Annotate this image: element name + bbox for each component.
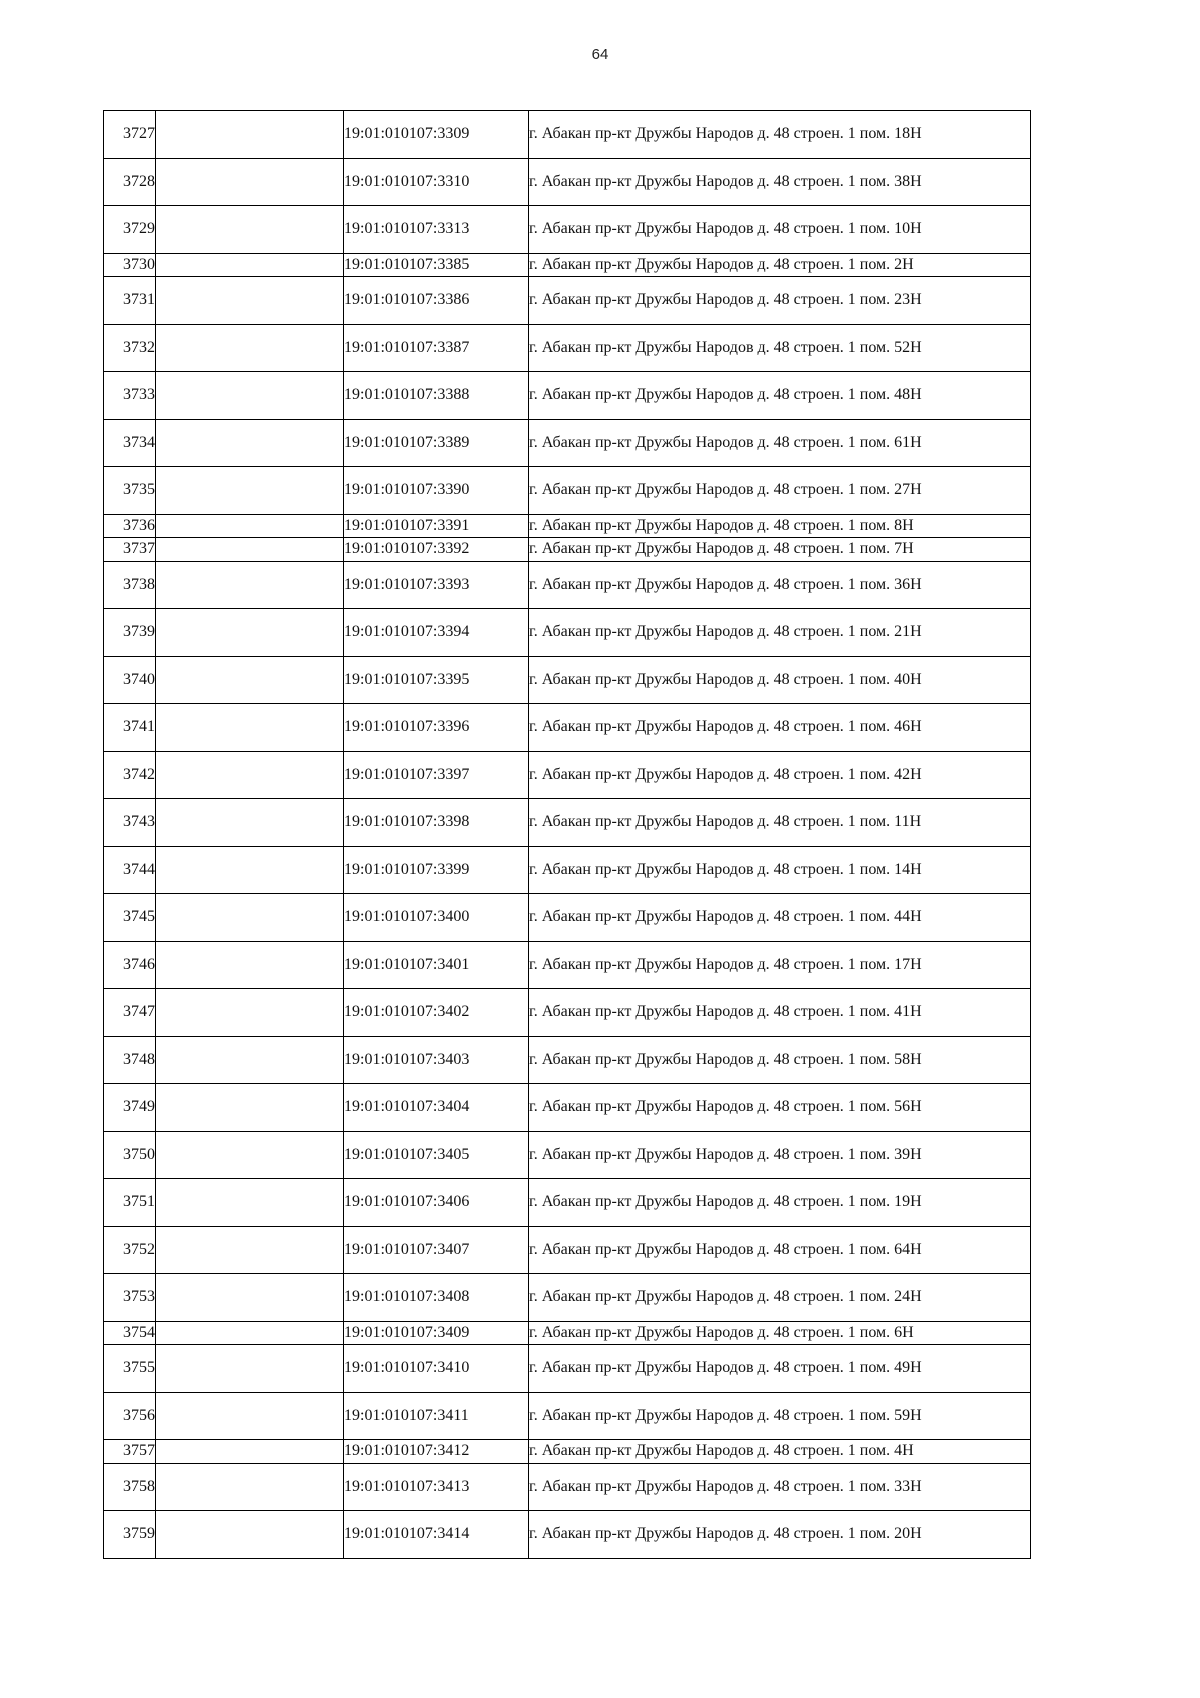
address-cell: г. Абакан пр-кт Дружбы Народов д. 48 строен. 1 пом. 33Н [529, 1463, 1031, 1511]
cadastral-number-cell: 19:01:010107:3411 [344, 1392, 529, 1440]
row-number-cell: 3745 [104, 894, 156, 942]
row-number-cell: 3756 [104, 1392, 156, 1440]
table-row [104, 941, 1031, 989]
address-cell: г. Абакан пр-кт Дружбы Народов д. 48 строен. 1 пом. 2Н [529, 253, 1031, 277]
owner-cell [156, 1274, 344, 1322]
table-row [104, 751, 1031, 799]
row-number-cell: 3732 [104, 324, 156, 372]
owner-cell [156, 253, 344, 277]
cadastral-number-cell: 19:01:010107:3405 [344, 1131, 529, 1179]
table-row [104, 1084, 1031, 1132]
row-number-cell: 3737 [104, 538, 156, 562]
owner-cell [156, 846, 344, 894]
owner-cell [156, 538, 344, 562]
row-number-cell: 3741 [104, 704, 156, 752]
address-cell: г. Абакан пр-кт Дружбы Народов д. 48 строен. 1 пом. 40Н [529, 656, 1031, 704]
address-cell: г. Абакан пр-кт Дружбы Народов д. 48 строен. 1 пом. 42Н [529, 751, 1031, 799]
row-number-cell: 3752 [104, 1226, 156, 1274]
address-cell: г. Абакан пр-кт Дружбы Народов д. 48 строен. 1 пом. 59Н [529, 1392, 1031, 1440]
table-row [104, 1274, 1031, 1322]
address-cell: г. Абакан пр-кт Дружбы Народов д. 48 строен. 1 пом. 8Н [529, 514, 1031, 538]
cadastral-number-cell: 19:01:010107:3403 [344, 1036, 529, 1084]
cadastral-number-cell: 19:01:010107:3391 [344, 514, 529, 538]
owner-cell [156, 1511, 344, 1559]
cadastral-number-cell: 19:01:010107:3387 [344, 324, 529, 372]
table-row [104, 704, 1031, 752]
table-row [104, 656, 1031, 704]
address-cell: г. Абакан пр-кт Дружбы Народов д. 48 строен. 1 пом. 41Н [529, 989, 1031, 1037]
table-row [104, 1511, 1031, 1559]
row-number-cell: 3728 [104, 158, 156, 206]
table-row [104, 467, 1031, 515]
cadastral-number-cell: 19:01:010107:3409 [344, 1321, 529, 1345]
address-cell: г. Абакан пр-кт Дружбы Народов д. 48 строен. 1 пом. 4Н [529, 1440, 1031, 1464]
address-cell: г. Абакан пр-кт Дружбы Народов д. 48 строен. 1 пом. 6Н [529, 1321, 1031, 1345]
row-number-cell: 3753 [104, 1274, 156, 1322]
address-cell: г. Абакан пр-кт Дружбы Народов д. 48 строен. 1 пом. 52Н [529, 324, 1031, 372]
address-cell: г. Абакан пр-кт Дружбы Народов д. 48 строен. 1 пом. 39Н [529, 1131, 1031, 1179]
table-row [104, 894, 1031, 942]
row-number-cell: 3740 [104, 656, 156, 704]
cadastral-number-cell: 19:01:010107:3393 [344, 561, 529, 609]
cadastral-number-cell: 19:01:010107:3389 [344, 419, 529, 467]
address-cell: г. Абакан пр-кт Дружбы Народов д. 48 строен. 1 пом. 38Н [529, 158, 1031, 206]
owner-cell [156, 372, 344, 420]
cadastral-number-cell: 19:01:010107:3404 [344, 1084, 529, 1132]
address-cell: г. Абакан пр-кт Дружбы Народов д. 48 строен. 1 пом. 20Н [529, 1511, 1031, 1559]
cadastral-number-cell: 19:01:010107:3408 [344, 1274, 529, 1322]
cadastral-number-cell: 19:01:010107:3412 [344, 1440, 529, 1464]
owner-cell [156, 1131, 344, 1179]
row-number-cell: 3744 [104, 846, 156, 894]
address-cell: г. Абакан пр-кт Дружбы Народов д. 48 строен. 1 пом. 7Н [529, 538, 1031, 562]
owner-cell [156, 206, 344, 254]
address-cell: г. Абакан пр-кт Дружбы Народов д. 48 строен. 1 пом. 24Н [529, 1274, 1031, 1322]
table-row [104, 1036, 1031, 1084]
address-cell: г. Абакан пр-кт Дружбы Народов д. 48 строен. 1 пом. 58Н [529, 1036, 1031, 1084]
row-number-cell: 3754 [104, 1321, 156, 1345]
address-cell: г. Абакан пр-кт Дружбы Народов д. 48 строен. 1 пом. 10Н [529, 206, 1031, 254]
table-row [104, 514, 1031, 538]
table-row [104, 1392, 1031, 1440]
cadastral-number-cell: 19:01:010107:3388 [344, 372, 529, 420]
address-cell: г. Абакан пр-кт Дружбы Народов д. 48 строен. 1 пом. 14Н [529, 846, 1031, 894]
cadastral-number-cell: 19:01:010107:3407 [344, 1226, 529, 1274]
row-number-cell: 3747 [104, 989, 156, 1037]
table-row [104, 846, 1031, 894]
table-row [104, 324, 1031, 372]
cadastral-number-cell: 19:01:010107:3410 [344, 1345, 529, 1393]
cadastral-number-cell: 19:01:010107:3401 [344, 941, 529, 989]
row-number-cell: 3731 [104, 277, 156, 325]
property-table [103, 110, 1031, 1559]
row-number-cell: 3730 [104, 253, 156, 277]
owner-cell [156, 656, 344, 704]
owner-cell [156, 1345, 344, 1393]
row-number-cell: 3749 [104, 1084, 156, 1132]
table-row [104, 111, 1031, 159]
address-cell: г. Абакан пр-кт Дружбы Народов д. 48 строен. 1 пом. 17Н [529, 941, 1031, 989]
address-cell: г. Абакан пр-кт Дружбы Народов д. 48 строен. 1 пом. 48Н [529, 372, 1031, 420]
table-row [104, 989, 1031, 1037]
cadastral-number-cell: 19:01:010107:3394 [344, 609, 529, 657]
table-row [104, 1131, 1031, 1179]
owner-cell [156, 609, 344, 657]
cadastral-number-cell: 19:01:010107:3395 [344, 656, 529, 704]
row-number-cell: 3742 [104, 751, 156, 799]
table-row [104, 609, 1031, 657]
cadastral-number-cell: 19:01:010107:3313 [344, 206, 529, 254]
row-number-cell: 3751 [104, 1179, 156, 1227]
owner-cell [156, 704, 344, 752]
row-number-cell: 3757 [104, 1440, 156, 1464]
cadastral-number-cell: 19:01:010107:3396 [344, 704, 529, 752]
row-number-cell: 3743 [104, 799, 156, 847]
row-number-cell: 3755 [104, 1345, 156, 1393]
owner-cell [156, 1084, 344, 1132]
table-row [104, 1179, 1031, 1227]
address-cell: г. Абакан пр-кт Дружбы Народов д. 48 строен. 1 пом. 64Н [529, 1226, 1031, 1274]
address-cell: г. Абакан пр-кт Дружбы Народов д. 48 строен. 1 пом. 21Н [529, 609, 1031, 657]
address-cell: г. Абакан пр-кт Дружбы Народов д. 48 строен. 1 пом. 61Н [529, 419, 1031, 467]
owner-cell [156, 989, 344, 1037]
table-row [104, 538, 1031, 562]
row-number-cell: 3735 [104, 467, 156, 515]
address-cell: г. Абакан пр-кт Дружбы Народов д. 48 строен. 1 пом. 46Н [529, 704, 1031, 752]
row-number-cell: 3734 [104, 419, 156, 467]
owner-cell [156, 751, 344, 799]
table-row [104, 372, 1031, 420]
table-row [104, 419, 1031, 467]
owner-cell [156, 799, 344, 847]
cadastral-number-cell: 19:01:010107:3400 [344, 894, 529, 942]
cadastral-number-cell: 19:01:010107:3398 [344, 799, 529, 847]
row-number-cell: 3746 [104, 941, 156, 989]
table-row [104, 158, 1031, 206]
owner-cell [156, 514, 344, 538]
row-number-cell: 3727 [104, 111, 156, 159]
table-row [104, 799, 1031, 847]
address-cell: г. Абакан пр-кт Дружбы Народов д. 48 строен. 1 пом. 11Н [529, 799, 1031, 847]
address-cell: г. Абакан пр-кт Дружбы Народов д. 48 строен. 1 пом. 44Н [529, 894, 1031, 942]
address-cell: г. Абакан пр-кт Дружбы Народов д. 48 строен. 1 пом. 19Н [529, 1179, 1031, 1227]
owner-cell [156, 1463, 344, 1511]
table-row [104, 1345, 1031, 1393]
owner-cell [156, 1440, 344, 1464]
table-row [104, 1321, 1031, 1345]
row-number-cell: 3738 [104, 561, 156, 609]
row-number-cell: 3729 [104, 206, 156, 254]
address-cell: г. Абакан пр-кт Дружбы Народов д. 48 строен. 1 пом. 18Н [529, 111, 1031, 159]
address-cell: г. Абакан пр-кт Дружбы Народов д. 48 строен. 1 пом. 36Н [529, 561, 1031, 609]
cadastral-number-cell: 19:01:010107:3390 [344, 467, 529, 515]
owner-cell [156, 1036, 344, 1084]
row-number-cell: 3736 [104, 514, 156, 538]
owner-cell [156, 941, 344, 989]
cadastral-number-cell: 19:01:010107:3309 [344, 111, 529, 159]
page-number: 64 [591, 46, 609, 63]
table-row [104, 253, 1031, 277]
owner-cell [156, 467, 344, 515]
table-row [104, 206, 1031, 254]
row-number-cell: 3739 [104, 609, 156, 657]
table-row [104, 277, 1031, 325]
cadastral-number-cell: 19:01:010107:3399 [344, 846, 529, 894]
owner-cell [156, 277, 344, 325]
owner-cell [156, 1392, 344, 1440]
row-number-cell: 3758 [104, 1463, 156, 1511]
address-cell: г. Абакан пр-кт Дружбы Народов д. 48 строен. 1 пом. 49Н [529, 1345, 1031, 1393]
cadastral-number-cell: 19:01:010107:3386 [344, 277, 529, 325]
owner-cell [156, 111, 344, 159]
row-number-cell: 3750 [104, 1131, 156, 1179]
cadastral-number-cell: 19:01:010107:3397 [344, 751, 529, 799]
table-row [104, 1463, 1031, 1511]
address-cell: г. Абакан пр-кт Дружбы Народов д. 48 строен. 1 пом. 56Н [529, 1084, 1031, 1132]
table-row [104, 1440, 1031, 1464]
owner-cell [156, 1226, 344, 1274]
row-number-cell: 3733 [104, 372, 156, 420]
cadastral-number-cell: 19:01:010107:3402 [344, 989, 529, 1037]
row-number-cell: 3759 [104, 1511, 156, 1559]
cadastral-number-cell: 19:01:010107:3414 [344, 1511, 529, 1559]
cadastral-number-cell: 19:01:010107:3310 [344, 158, 529, 206]
cadastral-number-cell: 19:01:010107:3392 [344, 538, 529, 562]
cadastral-number-cell: 19:01:010107:3413 [344, 1463, 529, 1511]
row-number-cell: 3748 [104, 1036, 156, 1084]
address-cell: г. Абакан пр-кт Дружбы Народов д. 48 строен. 1 пом. 23Н [529, 277, 1031, 325]
address-cell: г. Абакан пр-кт Дружбы Народов д. 48 строен. 1 пом. 27Н [529, 467, 1031, 515]
owner-cell [156, 419, 344, 467]
owner-cell [156, 1179, 344, 1227]
table-row [104, 561, 1031, 609]
owner-cell [156, 561, 344, 609]
table-row [104, 1226, 1031, 1274]
owner-cell [156, 324, 344, 372]
owner-cell [156, 894, 344, 942]
cadastral-number-cell: 19:01:010107:3385 [344, 253, 529, 277]
owner-cell [156, 1321, 344, 1345]
cadastral-number-cell: 19:01:010107:3406 [344, 1179, 529, 1227]
owner-cell [156, 158, 344, 206]
property-table-body [104, 111, 1031, 1559]
